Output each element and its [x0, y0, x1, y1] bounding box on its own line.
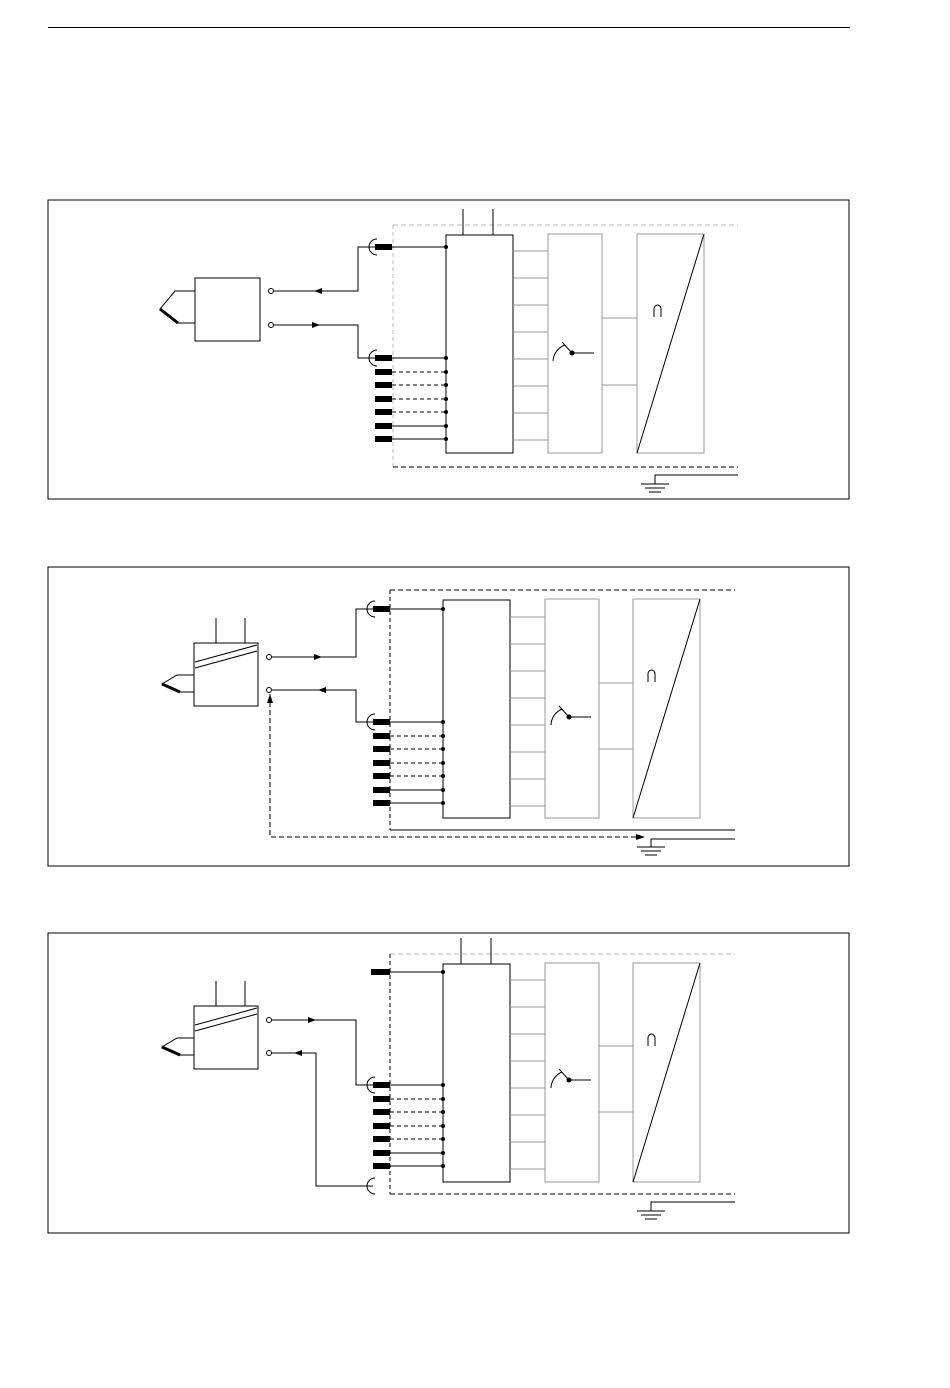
page-header-rule: [48, 27, 850, 28]
arrow-right-icon: [312, 322, 320, 328]
signal-wire-upper: [274, 247, 375, 291]
measuring-block: [545, 599, 599, 818]
thermocouple-icon: [160, 291, 195, 323]
signal-wire-lower: [272, 1053, 373, 1186]
wiring-diagram-3: [0, 932, 804, 1234]
signal-wire-lower: [274, 325, 375, 358]
terminal-plus: [267, 1018, 272, 1023]
transmitter-box: [194, 1006, 258, 1069]
arrow-right-icon: [308, 1017, 316, 1023]
arrow-up-icon: [267, 694, 273, 703]
arrow-left-icon: [318, 687, 326, 693]
arrow-right-icon: [636, 834, 645, 840]
arrow-left-icon: [294, 1050, 302, 1056]
terminal-strip: [375, 244, 448, 442]
input-multiplexer-block: [443, 600, 510, 818]
terminal-strip: [371, 969, 445, 1169]
arrow-left-icon: [314, 288, 322, 294]
terminal-minus: [269, 323, 274, 328]
terminal-strip: [373, 606, 445, 806]
wiring-diagram-1: [0, 199, 804, 501]
terminal-plus: [267, 655, 272, 660]
input-multiplexer-block: [446, 235, 513, 453]
measuring-block: [548, 234, 602, 453]
ground-icon: [641, 475, 738, 492]
terminal-plus: [269, 289, 274, 294]
terminal-minus: [267, 1051, 272, 1056]
input-multiplexer-block: [443, 964, 510, 1182]
transmitter-box: [195, 278, 260, 341]
signal-wire-upper: [272, 609, 373, 657]
transmitter-box: [194, 643, 258, 706]
wiring-diagram-2: [0, 566, 804, 868]
ground-icon: [637, 839, 735, 855]
terminal-minus: [267, 688, 272, 693]
thermocouple-icon: [162, 1038, 195, 1055]
thermocouple-icon: [162, 675, 195, 692]
ground-icon: [637, 1202, 735, 1219]
signal-wire-lower: [272, 690, 373, 722]
measuring-block: [545, 963, 599, 1182]
arrow-right-icon: [314, 654, 322, 660]
